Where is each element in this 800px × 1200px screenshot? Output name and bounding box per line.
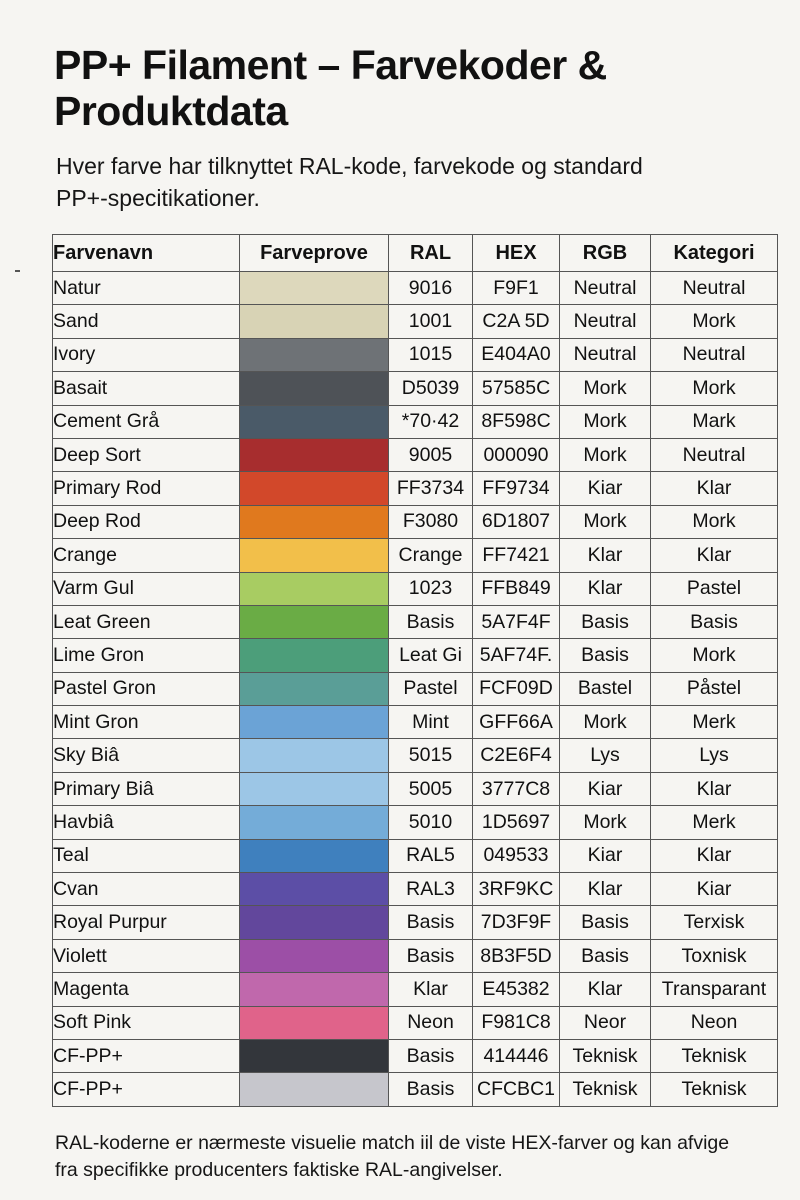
category: Klar [651, 472, 778, 505]
hex-code: FFB849 [473, 572, 560, 605]
rgb-value: Neor [560, 1006, 651, 1039]
color-swatch [240, 906, 389, 939]
color-swatch [240, 672, 389, 705]
rgb-value: Kiar [560, 772, 651, 805]
color-name: Soft Pink [53, 1006, 240, 1039]
swatch-fill [240, 439, 388, 471]
table-row [53, 605, 778, 638]
header-hex: HEX [473, 235, 560, 272]
rgb-value: Basis [560, 605, 651, 638]
rgb-value: Bastel [560, 672, 651, 705]
color-name: Royal Purpur [53, 906, 240, 939]
color-name: Lime Gron [53, 639, 240, 672]
color-name: Natur [53, 272, 240, 305]
table-row [53, 505, 778, 538]
table-row [53, 906, 778, 939]
rgb-value: Kiar [560, 472, 651, 505]
table-body [53, 272, 778, 1107]
ral-code: Pastel [389, 672, 473, 705]
header-rgb: RGB [560, 235, 651, 272]
color-swatch [240, 639, 389, 672]
color-name: Primary Biâ [53, 772, 240, 805]
category: Teknisk [651, 1073, 778, 1106]
category: Klar [651, 839, 778, 872]
swatch-fill [240, 406, 388, 438]
ral-code: Basis [389, 1039, 473, 1072]
hex-code: 7D3F9F [473, 906, 560, 939]
color-name: Cvan [53, 873, 240, 906]
category: Mork [651, 505, 778, 538]
page-title: PP+ Filament – Farvekoder & Produktdata [54, 42, 607, 134]
hex-code: 5A7F4F [473, 605, 560, 638]
ral-code: Leat Gi [389, 639, 473, 672]
hex-code: 049533 [473, 839, 560, 872]
table-header-row [53, 235, 778, 272]
swatch-fill [240, 472, 388, 504]
rgb-value: Lys [560, 739, 651, 772]
hex-code: E404A0 [473, 338, 560, 371]
color-name: Mint Gron [53, 706, 240, 739]
ral-code: Crange [389, 539, 473, 572]
ral-code: 1015 [389, 338, 473, 371]
color-name: Cement Grå [53, 405, 240, 438]
swatch-fill [240, 873, 388, 905]
color-name: Teal [53, 839, 240, 872]
hex-code: 3777C8 [473, 772, 560, 805]
swatch-fill [240, 1007, 388, 1039]
category: Neutral [651, 272, 778, 305]
rgb-value: Mork [560, 806, 651, 839]
category: Mark [651, 405, 778, 438]
rgb-value: Basis [560, 939, 651, 972]
color-swatch [240, 706, 389, 739]
hex-code: 3RF9KC [473, 873, 560, 906]
color-swatch [240, 572, 389, 605]
swatch-fill [240, 339, 388, 371]
category: Kiar [651, 873, 778, 906]
category: Neon [651, 1006, 778, 1039]
hex-code: F981C8 [473, 1006, 560, 1039]
header-farvenavn: Farvenavn [53, 235, 240, 272]
category: Klar [651, 539, 778, 572]
hex-code: C2E6F4 [473, 739, 560, 772]
table-row [53, 706, 778, 739]
swatch-fill [240, 706, 388, 738]
color-name: Deep Sort [53, 438, 240, 471]
color-name: Magenta [53, 973, 240, 1006]
color-swatch [240, 1039, 389, 1072]
table-row [53, 639, 778, 672]
color-swatch [240, 939, 389, 972]
page-subtitle: Hver farve har tilknyttet RAL-kode, farvekode og standard PP+-specitikationer. [56, 153, 643, 211]
table-row [53, 839, 778, 872]
ral-code: 9016 [389, 272, 473, 305]
hex-code: 57585C [473, 372, 560, 405]
category: Basis [651, 605, 778, 638]
rgb-value: Kiar [560, 839, 651, 872]
header-farveprove: Farveprove [240, 235, 389, 272]
ral-code: Basis [389, 1073, 473, 1106]
color-name: Deep Rod [53, 505, 240, 538]
color-swatch [240, 873, 389, 906]
hex-code: 8F598C [473, 405, 560, 438]
table-row [53, 272, 778, 305]
color-swatch [240, 505, 389, 538]
category: Teknisk [651, 1039, 778, 1072]
table-row [53, 1006, 778, 1039]
table-row [53, 438, 778, 471]
swatch-fill [240, 673, 388, 705]
rgb-value: Teknisk [560, 1073, 651, 1106]
table-row [53, 572, 778, 605]
swatch-fill [240, 739, 388, 771]
category: Toxnisk [651, 939, 778, 972]
table-row [53, 1073, 778, 1106]
rgb-value: Klar [560, 572, 651, 605]
category: Neutral [651, 338, 778, 371]
color-name: Crange [53, 539, 240, 572]
swatch-fill [240, 372, 388, 404]
color-swatch [240, 605, 389, 638]
swatch-fill [240, 906, 388, 938]
rgb-value: Mork [560, 505, 651, 538]
table-row [53, 973, 778, 1006]
color-swatch [240, 405, 389, 438]
ral-code: Basis [389, 939, 473, 972]
swatch-fill [240, 539, 388, 571]
color-swatch [240, 973, 389, 1006]
table-row [53, 939, 778, 972]
hex-code: 000090 [473, 438, 560, 471]
category: Påstel [651, 672, 778, 705]
color-name: Primary Rod [53, 472, 240, 505]
ral-code: 9005 [389, 438, 473, 471]
table-row [53, 305, 778, 338]
color-name: Varm Gul [53, 572, 240, 605]
swatch-fill [240, 1040, 388, 1072]
margin-mark [15, 270, 20, 272]
ral-code: Basis [389, 906, 473, 939]
category: Merk [651, 706, 778, 739]
category: Klar [651, 772, 778, 805]
color-swatch [240, 372, 389, 405]
swatch-fill [240, 1073, 388, 1105]
rgb-value: Basis [560, 639, 651, 672]
ral-code: Neon [389, 1006, 473, 1039]
rgb-value: Klar [560, 539, 651, 572]
color-name: Ivory [53, 338, 240, 371]
color-swatch [240, 272, 389, 305]
color-name: Sky Biâ [53, 739, 240, 772]
color-table [52, 234, 778, 1107]
category: Mork [651, 305, 778, 338]
rgb-value: Neutral [560, 338, 651, 371]
swatch-fill [240, 506, 388, 538]
color-name: Pastel Gron [53, 672, 240, 705]
ral-code: 5005 [389, 772, 473, 805]
ral-code: 1023 [389, 572, 473, 605]
ral-code: Mint [389, 706, 473, 739]
swatch-fill [240, 973, 388, 1005]
swatch-fill [240, 773, 388, 805]
rgb-value: Mork [560, 405, 651, 438]
ral-code: RAL3 [389, 873, 473, 906]
table-row [53, 539, 778, 572]
rgb-value: Teknisk [560, 1039, 651, 1072]
color-name: Leat Green [53, 605, 240, 638]
table-row [53, 772, 778, 805]
category: Transparant [651, 973, 778, 1006]
table-row [53, 672, 778, 705]
ral-code: D5039 [389, 372, 473, 405]
table-row [53, 873, 778, 906]
color-swatch [240, 338, 389, 371]
header-ral: RAL [389, 235, 473, 272]
color-swatch [240, 839, 389, 872]
color-swatch [240, 739, 389, 772]
color-name: Havbiâ [53, 806, 240, 839]
hex-code: 8B3F5D [473, 939, 560, 972]
hex-code: E45382 [473, 973, 560, 1006]
color-swatch [240, 1073, 389, 1106]
swatch-fill [240, 272, 388, 304]
table-row [53, 338, 778, 371]
rgb-value: Mork [560, 438, 651, 471]
ral-code: RAL5 [389, 839, 473, 872]
ral-code: 1001 [389, 305, 473, 338]
ral-code: 5010 [389, 806, 473, 839]
category: Mork [651, 639, 778, 672]
ral-code: 5015 [389, 739, 473, 772]
rgb-value: Klar [560, 973, 651, 1006]
ral-code: Basis [389, 605, 473, 638]
table-row [53, 472, 778, 505]
ral-code: F3080 [389, 505, 473, 538]
header-kategori: Kategori [651, 235, 778, 272]
color-swatch [240, 1006, 389, 1039]
table-row [53, 372, 778, 405]
rgb-value: Klar [560, 873, 651, 906]
color-swatch [240, 305, 389, 338]
category: Merk [651, 806, 778, 839]
rgb-value: Mork [560, 372, 651, 405]
ral-code: Klar [389, 973, 473, 1006]
hex-code: CFCBC1 [473, 1073, 560, 1106]
hex-code: FF7421 [473, 539, 560, 572]
hex-code: 6D1807 [473, 505, 560, 538]
category: Neutral [651, 438, 778, 471]
color-swatch [240, 806, 389, 839]
table-row [53, 806, 778, 839]
hex-code: F9F1 [473, 272, 560, 305]
swatch-fill [240, 639, 388, 671]
ral-code: *70·42 [389, 405, 473, 438]
rgb-value: Mork [560, 706, 651, 739]
hex-code: FF9734 [473, 472, 560, 505]
swatch-fill [240, 940, 388, 972]
hex-code: 1D5697 [473, 806, 560, 839]
table-row [53, 739, 778, 772]
color-swatch [240, 539, 389, 572]
hex-code: 414446 [473, 1039, 560, 1072]
footnote: RAL-koderne er nærmeste visuelie match iil de viste HEX-farver og kan afvige fra specifikke producenters faktiske RAL-angivelser. [55, 1132, 730, 1181]
category: Pastel [651, 572, 778, 605]
color-name: CF-PP+ [53, 1039, 240, 1072]
hex-code: C2A 5D [473, 305, 560, 338]
color-name: Sand [53, 305, 240, 338]
category: Mork [651, 372, 778, 405]
rgb-value: Neutral [560, 305, 651, 338]
swatch-fill [240, 840, 388, 872]
hex-code: GFF66A [473, 706, 560, 739]
category: Lys [651, 739, 778, 772]
color-name: CF-PP+ [53, 1073, 240, 1106]
color-swatch [240, 772, 389, 805]
swatch-fill [240, 305, 388, 337]
ral-code: FF3734 [389, 472, 473, 505]
color-swatch [240, 438, 389, 471]
table-row [53, 405, 778, 438]
color-swatch [240, 472, 389, 505]
rgb-value: Basis [560, 906, 651, 939]
category: Terxisk [651, 906, 778, 939]
swatch-fill [240, 573, 388, 605]
color-name: Basait [53, 372, 240, 405]
color-name: Violett [53, 939, 240, 972]
rgb-value: Neutral [560, 272, 651, 305]
hex-code: FCF09D [473, 672, 560, 705]
hex-code: 5AF74F. [473, 639, 560, 672]
table-row [53, 1039, 778, 1072]
swatch-fill [240, 606, 388, 638]
swatch-fill [240, 806, 388, 838]
